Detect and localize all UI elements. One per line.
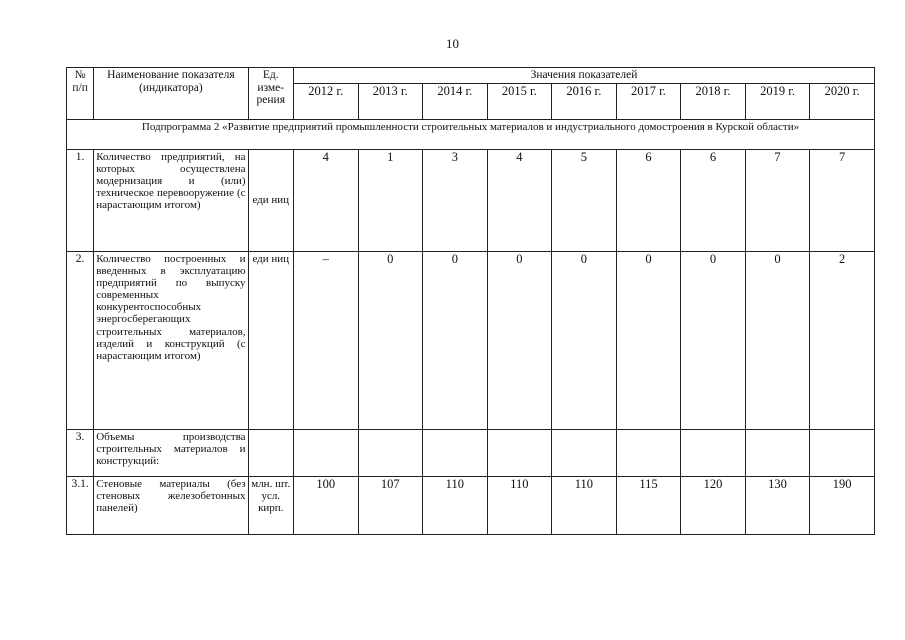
row-value: 2: [810, 252, 875, 430]
header-num: № п/п: [67, 68, 94, 120]
row-num: 2.: [67, 252, 94, 430]
header-year: 2012 г.: [293, 84, 358, 120]
row-value: 0: [552, 252, 617, 430]
header-year: 2016 г.: [552, 84, 617, 120]
row-value: 110: [423, 477, 488, 535]
header-values: Значения показателей: [293, 68, 874, 84]
row-value: [358, 430, 423, 477]
row-name: Количество построенных и введенных в эксплуатацию предприятий по выпуску современных конкурентоспособных энергосберегающих строительных материалов, изделий и конструкций (с нарастающим итогом): [94, 252, 248, 430]
row-name: Количество предприятий, на которых осуществлена модернизация и (или) техническое перевооружение (с нарастающим итогом): [94, 150, 248, 252]
row-name: Стеновые материалы (без стеновых железобетонных панелей): [94, 477, 248, 535]
row-value: 4: [293, 150, 358, 252]
row-value: 7: [745, 150, 810, 252]
row-unit: млн. шт. усл. кирп.: [248, 477, 293, 535]
header-name: Наименование показателя (индикатора): [94, 68, 248, 120]
row-value: [681, 430, 746, 477]
row-value: 5: [552, 150, 617, 252]
row-unit: [248, 430, 293, 477]
header-year: 2015 г.: [487, 84, 552, 120]
row-value: 0: [745, 252, 810, 430]
row-name: Объемы производства строительных материалов и конструкций:: [94, 430, 248, 477]
row-value: 0: [681, 252, 746, 430]
table-row: [67, 252, 875, 430]
table-row: [67, 430, 875, 477]
table-row: [67, 150, 875, 252]
header-year: 2013 г.: [358, 84, 423, 120]
row-value: 4: [487, 150, 552, 252]
row-num: 3.1.: [67, 477, 94, 535]
subprogram-title: Подпрограмма 2 «Развитие предприятий промышленности строительных материалов и индустриального домостроения в Курской области»: [67, 120, 875, 150]
header-unit: Ед. изме-рения: [248, 68, 293, 120]
row-value: 1: [358, 150, 423, 252]
indicators-table: [66, 67, 875, 535]
header-year: 2017 г.: [616, 84, 681, 120]
row-value: 0: [358, 252, 423, 430]
row-num: 1.: [67, 150, 94, 252]
row-unit: еди ниц: [248, 252, 293, 430]
row-value: 115: [616, 477, 681, 535]
row-value: 120: [681, 477, 746, 535]
row-value: [423, 430, 488, 477]
row-value: –: [293, 252, 358, 430]
header-year: 2014 г.: [423, 84, 488, 120]
page-number: 10: [446, 36, 459, 51]
row-value: 0: [423, 252, 488, 430]
row-value: 130: [745, 477, 810, 535]
header-year: 2018 г.: [681, 84, 746, 120]
row-value: 6: [681, 150, 746, 252]
row-value: [745, 430, 810, 477]
header-year: 2019 г.: [745, 84, 810, 120]
row-value: 0: [616, 252, 681, 430]
row-value: 107: [358, 477, 423, 535]
row-value: 110: [552, 477, 617, 535]
table-row: [67, 477, 875, 535]
row-num: 3.: [67, 430, 94, 477]
row-value: [293, 430, 358, 477]
row-value: 110: [487, 477, 552, 535]
row-value: [487, 430, 552, 477]
row-value: [552, 430, 617, 477]
row-value: [616, 430, 681, 477]
row-value: 6: [616, 150, 681, 252]
row-unit: еди ниц: [248, 150, 293, 252]
row-value: 3: [423, 150, 488, 252]
row-value: 7: [810, 150, 875, 252]
row-value: 190: [810, 477, 875, 535]
row-value: [810, 430, 875, 477]
header-year: 2020 г.: [810, 84, 875, 120]
row-value: 100: [293, 477, 358, 535]
row-value: 0: [487, 252, 552, 430]
